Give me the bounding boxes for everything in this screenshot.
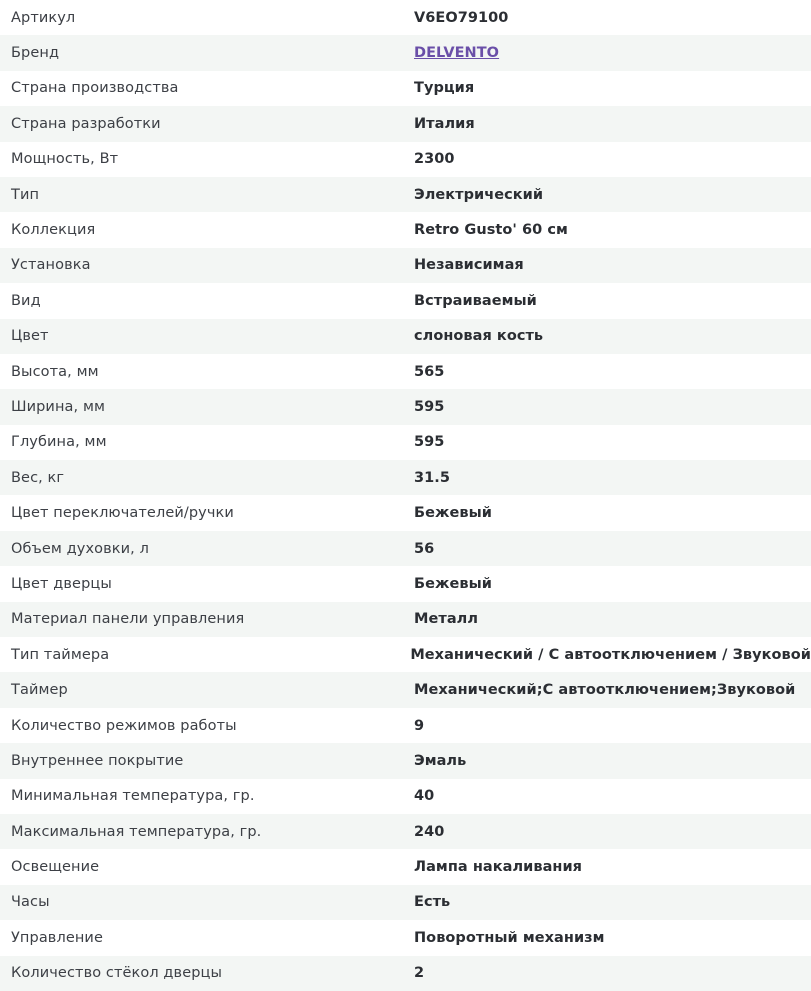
spec-row bbox=[0, 212, 811, 247]
spec-label: Страна разработки bbox=[11, 115, 161, 132]
spec-value: Бежевый bbox=[414, 505, 492, 522]
spec-value: 31.5 bbox=[414, 469, 450, 486]
spec-label: Высота, мм bbox=[11, 363, 99, 380]
spec-label: Количество режимов работы bbox=[11, 717, 237, 734]
spec-value: 56 bbox=[414, 540, 435, 557]
spec-label: Вес, кг bbox=[11, 469, 65, 486]
spec-value: Турция bbox=[414, 80, 475, 97]
spec-value: Поворотный механизм bbox=[414, 929, 605, 946]
spec-value: Бежевый bbox=[414, 575, 492, 592]
spec-label: Управление bbox=[11, 929, 103, 946]
spec-value: Есть bbox=[414, 894, 451, 911]
spec-row bbox=[0, 672, 811, 707]
spec-value: Встраиваемый bbox=[414, 292, 537, 309]
spec-row bbox=[0, 0, 811, 35]
spec-label: Объем духовки, л bbox=[11, 540, 149, 557]
spec-label: Часы bbox=[11, 894, 50, 911]
spec-row bbox=[0, 389, 811, 424]
spec-row bbox=[0, 956, 811, 991]
spec-label: Глубина, мм bbox=[11, 434, 107, 451]
spec-row bbox=[0, 425, 811, 460]
spec-value: слоновая кость bbox=[414, 328, 544, 345]
spec-label: Максимальная температура, гр. bbox=[11, 823, 262, 840]
spec-value: 595 bbox=[414, 434, 445, 451]
spec-row bbox=[0, 495, 811, 530]
spec-label: Материал панели управления bbox=[11, 611, 245, 628]
spec-label: Ширина, мм bbox=[11, 398, 106, 415]
spec-row bbox=[0, 354, 811, 389]
spec-value: 2300 bbox=[414, 151, 455, 168]
spec-row bbox=[0, 106, 811, 141]
spec-row bbox=[0, 920, 811, 955]
spec-row bbox=[0, 283, 811, 318]
spec-value: 595 bbox=[414, 398, 445, 415]
spec-value: Механический;С автоотключением;Звуковой bbox=[414, 682, 796, 699]
spec-value: 9 bbox=[414, 717, 425, 734]
spec-label: Бренд bbox=[11, 45, 60, 62]
brand-link[interactable]: DELVENTO bbox=[414, 45, 500, 62]
spec-row bbox=[0, 566, 811, 601]
spec-value: Эмаль bbox=[414, 752, 467, 769]
spec-label: Цвет bbox=[11, 328, 49, 345]
spec-label: Артикул bbox=[11, 9, 76, 26]
spec-label: Тип таймера bbox=[11, 646, 110, 663]
spec-value: 565 bbox=[414, 363, 445, 380]
spec-value: V6EO79100 bbox=[414, 9, 509, 26]
spec-label: Тип bbox=[11, 186, 40, 203]
spec-label: Освещение bbox=[11, 859, 100, 876]
spec-row bbox=[0, 35, 811, 70]
spec-value: Retro Gusto' 60 см bbox=[414, 222, 568, 239]
spec-value: 240 bbox=[414, 823, 445, 840]
spec-label: Таймер bbox=[11, 682, 68, 699]
spec-value bbox=[414, 45, 499, 61]
spec-row bbox=[0, 885, 811, 920]
spec-value: Италия bbox=[414, 115, 475, 132]
spec-value: 40 bbox=[414, 788, 435, 805]
spec-row bbox=[0, 637, 811, 672]
spec-label: Количество стёкол дверцы bbox=[11, 965, 223, 982]
spec-label: Страна производства bbox=[11, 80, 179, 97]
spec-label: Минимальная температура, гр. bbox=[11, 788, 255, 805]
spec-label: Вид bbox=[11, 292, 41, 309]
spec-row bbox=[0, 177, 811, 212]
spec-row bbox=[0, 531, 811, 566]
spec-label: Мощность, Вт bbox=[11, 151, 119, 168]
spec-label: Внутреннее покрытие bbox=[11, 752, 184, 769]
spec-row bbox=[0, 142, 811, 177]
spec-label: Коллекция bbox=[11, 222, 96, 239]
spec-row bbox=[0, 708, 811, 743]
spec-value: Металл bbox=[414, 611, 478, 628]
spec-row bbox=[0, 779, 811, 814]
spec-row bbox=[0, 602, 811, 637]
spec-label: Установка bbox=[11, 257, 91, 274]
spec-row bbox=[0, 743, 811, 778]
spec-row bbox=[0, 319, 811, 354]
spec-row bbox=[0, 849, 811, 884]
spec-value: Электрический bbox=[414, 186, 544, 203]
spec-label: Цвет переключателей/ручки bbox=[11, 505, 234, 522]
spec-value: Лампа накаливания bbox=[414, 859, 583, 876]
spec-row bbox=[0, 814, 811, 849]
spec-row bbox=[0, 71, 811, 106]
spec-value: Механический / С автоотключением / Звуковой bbox=[410, 646, 811, 663]
spec-row bbox=[0, 248, 811, 283]
spec-row bbox=[0, 460, 811, 495]
spec-label: Цвет дверцы bbox=[11, 575, 112, 592]
spec-value: Независимая bbox=[414, 257, 524, 274]
spec-value: 2 bbox=[414, 965, 425, 982]
